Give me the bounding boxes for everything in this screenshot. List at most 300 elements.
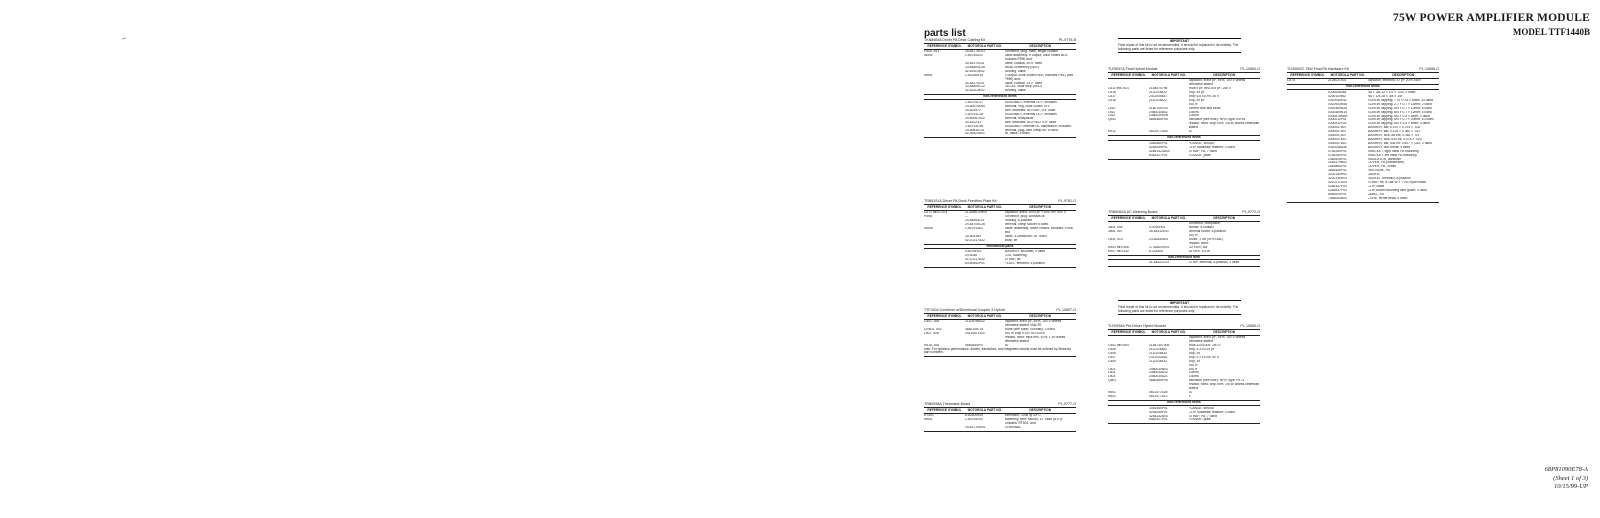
part-number: 4880485P05 [1149, 379, 1168, 383]
description: SCREW, tapping; TT3 × 0.5 × 8mm; 33 used [1367, 98, 1433, 102]
description: resistor, fixed: chip ±5%; 1/8 W unless otherwise stated: [1188, 383, 1260, 391]
kit-name: TRN5298A Thermistor Board [924, 402, 971, 406]
description: connector, plug: consists of: [1004, 215, 1046, 219]
description: SCREW, tapping; M3 × 0.5 × 5mm; 4 used [1367, 122, 1430, 126]
part-number: 0302489N28 [1328, 106, 1347, 110]
description: 3-turns [1188, 110, 1199, 114]
description: .02 ±5%; 3W [1188, 245, 1208, 249]
part-number: 0400007807 [1328, 126, 1347, 130]
part-number: 1-80791363 [965, 226, 983, 230]
description: CLIP, cable [1367, 184, 1385, 188]
description: diode (see note): Schottky; 2 used [1004, 328, 1055, 332]
part-number: 0400007807 [1328, 130, 1347, 134]
part-number: 42841424A04 [1149, 149, 1170, 153]
description: FLANGE, shroud [1188, 406, 1214, 410]
col-part-number: MOTOROLA PART NO. [1330, 72, 1365, 77]
col-reference-symbol: REFERENCE SYMBOL [1111, 329, 1146, 334]
description: FLANGE, plate [1188, 153, 1211, 157]
col-description: DESCRIPTION [1029, 43, 1052, 48]
part-number: 6-82600K05 [965, 414, 983, 418]
description: CORE, ferrite bead; 4 used [1367, 196, 1408, 200]
col-description: DESCRIPTION [1029, 313, 1052, 318]
reference-symbol: L502 [1108, 371, 1116, 375]
part-number: 1-80791C28 [965, 112, 984, 116]
description: BRACKET, left hand PA mounting [1367, 153, 1417, 157]
description: chip; 39 [1188, 359, 1201, 363]
part-number: 0662854P07 [965, 343, 984, 347]
kit-name: TRN5191A Driver PA Deck Feedthru Plate Kit [924, 199, 997, 203]
description: FLANGE, shroud [1188, 141, 1214, 145]
reference-symbol: J506, 507 [1108, 230, 1123, 234]
part-number: 1-80753293 [965, 418, 983, 422]
part-number: 0410056A36 [1328, 145, 1347, 149]
description: CLIP, board mounting wire guide; 4 used [1367, 188, 1427, 192]
description: STRAP, tie [1004, 258, 1021, 262]
part-number: 0-9230H01 [1149, 226, 1166, 230]
reference-symbol: C517 [1108, 94, 1116, 98]
table-row [924, 336, 1076, 344]
description: GASKET [1367, 173, 1381, 177]
kit-name: TTF4404 Combiner w/Directional Coupler 3 Hybrid [924, 308, 1005, 312]
description: coil, rf [1188, 367, 1198, 371]
col-description: DESCRIPTION [1213, 215, 1236, 220]
part-number: 29-5046 [965, 254, 978, 258]
part-number: 1583884P01 [1328, 165, 1347, 169]
kit-code: PL-9772-O [1242, 210, 1260, 214]
part-number: 7584084B04 [1328, 196, 1347, 200]
part-number: 29-80087K02 [965, 116, 985, 120]
description: 3-turns [1188, 114, 1199, 118]
table-end-rule [924, 355, 1076, 357]
part-number: 1583360P01 [1149, 141, 1168, 145]
description: ASSEMBLY, internal DC distribution; includes: [1004, 124, 1072, 128]
part-number: 21847307006 [1149, 344, 1170, 348]
part-number: 1-80793C96 [965, 124, 984, 128]
reference-symbol: Q501 [1108, 379, 1117, 383]
reference-symbol: R501 thru 506 [1108, 245, 1129, 249]
table-row [924, 418, 1076, 426]
reference-symbol: L507, 508 [924, 332, 939, 336]
description: FLANGE, plate [1188, 418, 1211, 422]
part-number: 3202140H02 [1328, 173, 1347, 177]
description: wire, stranded, #10 RED; 9.5" used [1004, 120, 1057, 124]
part-number: 29-82710M31 [965, 426, 986, 430]
description: wire, stranded, #10 BLK; 9.5" used [1004, 109, 1056, 112]
reference-symbol: RT501 [924, 414, 934, 418]
part-number: 2104021901 [1328, 79, 1347, 83]
description: WASHER, flat; 0.470 × 0.375 × .032 [1367, 126, 1421, 130]
section-subheading: non-referenced item [1108, 255, 1260, 261]
description: 50 [1004, 343, 1009, 347]
part-number: --- [965, 215, 969, 219]
description: WASHER, flat; #36 int; 0.507 × .032; 2 used [1367, 141, 1432, 145]
part-number: 30-831233 [965, 120, 981, 124]
description: WASHER, lock; #14 int; 0.478 × .025" [1367, 138, 1423, 141]
description: coil, rf: [1188, 363, 1199, 367]
description: cable assembly: rf output, color coded BLK; includes P590 and: [1004, 54, 1069, 62]
description: WASHER, lock; #8 ext; 0.381 × .03" [1367, 134, 1420, 138]
description: DECAL, color strip (RED) [1004, 85, 1042, 89]
part-number: 2460030A21 [1149, 375, 1168, 379]
reference-symbol: C501 thru 504 [1108, 344, 1129, 348]
col-description: DESCRIPTION [1392, 72, 1415, 77]
description: cable, assembly: driver control; includes: P598, and [1004, 226, 1074, 234]
part-number: 0400007810 [1328, 141, 1347, 145]
reference-symbol: C575 [1287, 79, 1295, 83]
description: COVER, PA (transceiver) [1367, 161, 1405, 165]
parts-table-deck-cabling-kit [924, 39, 1076, 138]
kit-name: TLF6937A Final Hybrid Module [1108, 67, 1158, 71]
kit-code: PL-10665-O [1240, 324, 1260, 328]
table-row [924, 239, 1076, 243]
col-description: DESCRIPTION [1029, 204, 1052, 209]
parts-table-final-pa-hardware-kit [1287, 68, 1439, 203]
table-end-rule [1108, 265, 1260, 267]
page-title: 75W POWER AMPLIFIER MODULE [1393, 12, 1590, 24]
part-number: 42-83113K02 [965, 89, 985, 93]
table-end-rule [924, 136, 1076, 138]
col-reference-symbol: REFERENCE SYMBOL [1111, 215, 1146, 220]
part-number: 0400007807 [1328, 134, 1347, 138]
description: assembly, wire: sensor, 11" used (BTH); includes: RT501, and [1004, 418, 1063, 426]
description: chip; 0.1 ±10%; 50 V [1188, 355, 1219, 359]
description: STRAP, PA; 7 used [1188, 414, 1217, 418]
parts-list-heading: parts list [924, 28, 966, 39]
description: mica 9 pF thru 200 pF; 250 V [1188, 87, 1232, 91]
reference-symbol: C501, 528 [924, 320, 940, 324]
part-number: 4883485P05 [1149, 118, 1168, 122]
part-number: 0300912P02 [1328, 122, 1347, 126]
part-number: 6-104405 [1149, 249, 1163, 253]
part-number: 2111078822 [1149, 91, 1167, 95]
part-number: 2111078832 [1149, 351, 1167, 355]
table-row [1108, 79, 1260, 87]
description: NUT, 3/8-32 × 1/2 × .032; 2 used [1367, 91, 1416, 95]
table-row [924, 89, 1076, 93]
reference-symbol: L501 [1108, 367, 1116, 371]
reference-symbol: W598 [924, 226, 933, 230]
description: TERMINAL [1004, 426, 1022, 430]
part-number: 42-83113K02 [965, 69, 985, 73]
description: capacitor, feedthru: 47 pF 20% 250V [1367, 79, 1422, 83]
description: bushing, cable [1004, 89, 1026, 93]
table-row [1287, 79, 1439, 83]
table-row [1108, 130, 1260, 134]
col-part-number: MOTOROLA PART NO. [967, 313, 1002, 318]
part-number: 0300878M53 [1328, 114, 1348, 118]
table-end-rule [924, 430, 1076, 432]
part-number: 28-84412E01 [1149, 230, 1169, 234]
sheet-number: (Sheet 1 of 3) [1553, 474, 1588, 482]
important-heading: IMPORTANT [1169, 301, 1190, 305]
part-number: 2111078832 [1149, 359, 1167, 363]
part-number: 0200110962 [1328, 95, 1347, 99]
reference-symbol: W591 [924, 73, 933, 77]
stray-mark [122, 37, 126, 39]
reference-symbol: C506 [1108, 348, 1116, 352]
section-subheading: mechanical parts [924, 244, 1076, 250]
important-text: Field repair of this kit is not recommended. It should be replaced in its entirety. The following parts are listed for reference purposes only. [1118, 42, 1239, 51]
kit-name: TKN8405A Driver PA Deck Cabling Kit [924, 38, 985, 42]
part-number: 42-05424A01 [965, 132, 985, 136]
part-number: 2111078861 [1149, 348, 1167, 352]
sheet-info [1450, 466, 1588, 492]
parts-table-dc-metering-board [1108, 211, 1260, 267]
reference-symbol: C516 [1108, 91, 1116, 95]
part-number: 4283059P01 [1149, 145, 1168, 149]
description: decal, coherency (BLK) [1004, 65, 1039, 69]
part-number: 0782280P02 [1328, 153, 1347, 157]
description: capacitor, fixed: pF, ±5%, 100 V unless otherwise stated: chip 39 [1004, 320, 1062, 328]
col-part-number: MOTOROLA PART NO. [1151, 72, 1186, 77]
part-number: 21-828012H03 [965, 211, 987, 215]
part-number: 5482005P01 [1328, 192, 1347, 196]
part-number: 0400007810 [1328, 138, 1347, 141]
description: coil, rf: chip 0.047 uH ±20% [1004, 332, 1045, 336]
description: tie, cable; 4 used [1004, 132, 1030, 136]
reference-symbol: L512 [1108, 114, 1116, 118]
description: HEATSINK, PA [1367, 169, 1390, 173]
parts-table-combiner [924, 309, 1076, 357]
description: cable, coaxial; 13.2" used [1004, 81, 1043, 85]
part-number: 4210217A04 [1328, 180, 1347, 184]
description: BRACKET, right hand PA mounting [1367, 149, 1419, 153]
reference-symbol: W501 [924, 418, 933, 422]
description: housing, 6-position [1004, 219, 1033, 223]
col-reference-symbol: REFERENCE SYMBOL [1111, 72, 1146, 77]
table-row [924, 320, 1076, 328]
description: chip; 39 [1188, 351, 1201, 355]
description: mica 120/1000; 250 V [1188, 344, 1221, 348]
reference-symbol: C509 [1108, 359, 1116, 363]
description: resistor, fixed: thick film, ±2%; 1 W unless otherwise stated: [1004, 335, 1066, 343]
table-row [1108, 383, 1260, 391]
table-note: note: For optimum performance, diodes, transistors, and integrated circuits must be ordered by Motorola part numbers. [924, 346, 1071, 355]
table-row [1108, 122, 1260, 130]
part-number: 33-84805C12 [965, 85, 986, 89]
part-number: 30-831572 [965, 109, 981, 112]
description: LUG, soldering [1004, 254, 1027, 258]
description: ASSEMBLY, external DC+; includes [1004, 101, 1057, 105]
col-description: DESCRIPTION [1213, 72, 1236, 77]
parts-table-feedthru-plate-kit [924, 200, 1076, 268]
reference-symbol: L511 [1108, 110, 1116, 114]
reference-symbol: C518 [1108, 98, 1116, 102]
description: bushing, cable [1004, 69, 1026, 73]
description: thermistor: 100k @ 25°C [1004, 414, 1041, 418]
description: 2k ±5%; 1/4 W [1188, 249, 1210, 253]
description: 3 [1188, 394, 1191, 398]
parts-table-thermistor-board [924, 403, 1076, 432]
description: terminal, crimp socket; 6 used [1004, 223, 1049, 227]
section-subheading: non-referenced items [924, 94, 1076, 100]
part-number: 15-84853L01 [965, 219, 985, 223]
description: WASHER, shoulder; 4 used [1004, 250, 1046, 254]
part-number: 2683406P01 [1328, 169, 1347, 173]
part-number: 2460030A02 [1149, 110, 1168, 114]
part-number: 1-80150E34 [965, 73, 983, 77]
part-number: 4283059P01 [1149, 410, 1168, 414]
reference-symbol: L509, 510 [1108, 237, 1123, 241]
part-number: 2460030B03 [1149, 367, 1168, 371]
col-reference-symbol: REFERENCE SYMBOL [927, 204, 962, 209]
part-number: 0302489N14 [1328, 110, 1347, 114]
part-number: 64-80542P01 [965, 262, 985, 266]
part-number: 0611077A12 [1149, 394, 1168, 398]
description: capacitor, fixed: 1000 pF +100/-0%, 500 V [1004, 211, 1067, 215]
section-subheading: non-referenced items [1287, 84, 1439, 90]
part-number: 2311032A32 [1149, 355, 1168, 359]
description: SCREW, tapping; 2.7 × 0.7 × 13mm; 2 used [1367, 102, 1432, 106]
part-number: 42-10217A32 [965, 258, 985, 262]
kit-code: PL-10664-O [1240, 67, 1260, 71]
part-number: 1583179N02 [1328, 161, 1347, 165]
part-number: 2460030D06 [1149, 114, 1168, 118]
part-number: 42-10217A32 [965, 238, 985, 242]
part-number: 29-84705C26 [965, 223, 986, 227]
part-number: 29-80079E65 [965, 105, 985, 109]
reference-symbol: R507 thru 512 [1108, 249, 1129, 253]
description: STRAP, tie; 8.188 W × 7.25; nylon black [1367, 180, 1427, 184]
description: connector, plug: male, single contact [1004, 50, 1058, 54]
description: terminal, ring, color coded YEL [1004, 105, 1050, 109]
reference-symbol: J504, 505 [1108, 226, 1123, 230]
kit-name: TRN5062A DC Metering Board [1108, 210, 1158, 214]
section-subheading: non-referenced items [1108, 400, 1260, 406]
part-number: 2460030A12 [1149, 371, 1168, 375]
part-number: 0180705Y04 [1149, 106, 1168, 110]
table-end-rule [1287, 201, 1439, 203]
important-notice-2 [1118, 300, 1241, 315]
description: SCREW, tapping; M4 × 0.7 × 12mm; 6 used [1367, 106, 1432, 110]
section-subheading: non-referenced items [1108, 135, 1260, 141]
description: SCREW, tapping; M4 × 0.7 × 12mm; 4 used [1367, 110, 1432, 114]
description: NUT, 1/4-28 × 3/8 × 1/8" [1367, 95, 1403, 99]
col-description: DESCRIPTION [1029, 407, 1052, 412]
part-number: 28-84775C01 [965, 50, 986, 54]
description: strap, tie [1004, 238, 1018, 242]
part-number: 0611077A26 [1149, 391, 1168, 394]
table-row [1108, 336, 1260, 344]
part-number: 2111078822 [1149, 98, 1167, 102]
description: 10 [1188, 130, 1193, 134]
description: SCREW, tapping; M4 × 0.7 × 20mm; 10 used [1367, 118, 1434, 122]
reference-symbol: C507 [1108, 355, 1116, 359]
col-reference-symbol: REFERENCE SYMBOL [927, 407, 962, 412]
reference-symbol: C508 [1108, 351, 1116, 355]
description: transistor (see note): NPN, type TH-71 [1188, 379, 1245, 383]
col-reference-symbol: REFERENCE SYMBOL [1290, 72, 1325, 77]
description: coil, rf: [1188, 234, 1199, 238]
description: PLATE, feedthru; 4-position [1004, 262, 1045, 266]
description: rf output, color coded RED; includes P591 (see P590) and: [1004, 73, 1074, 81]
description: LABEL, PA [1367, 192, 1384, 196]
description: terminal, receptacle [1004, 116, 1034, 120]
reference-symbol: R502 [1108, 394, 1116, 398]
part-number: 0300012P01 [1328, 118, 1347, 122]
model-number: MODEL TTF1440B [1512, 27, 1590, 37]
reference-symbol: R512 [1108, 130, 1116, 134]
part-number: 31-84422C01 [1149, 261, 1170, 265]
table-row [924, 227, 1076, 235]
table-end-rule [924, 266, 1076, 268]
part-number: 1-80754310 [965, 54, 983, 58]
part-number: 3202140H03 [1328, 177, 1347, 181]
description: choke, 1 uH (SPECIAL) [1188, 237, 1224, 241]
description: 10 [1188, 391, 1193, 394]
description: cable, coaxial; 30.5" used [1004, 62, 1043, 66]
part-number: 2311049A17 [1149, 94, 1168, 98]
kit-code: PL-9777-O [1058, 402, 1076, 406]
part-number: 24-82630601 [1149, 237, 1169, 241]
table-row [924, 54, 1076, 62]
description: chip; 39 pF [1188, 91, 1205, 95]
part-number: 1483526P01 [1328, 157, 1347, 161]
important-text: Field repair of this kit is not recommended. It should be replaced in its entirety. The following parts are listed for reference purposes only. [1118, 304, 1239, 313]
description: coil, rf: [1188, 102, 1199, 106]
part-number: 30-84175101 [965, 62, 985, 66]
description: WASHER, non-metal; 9 used [1367, 145, 1411, 149]
part-number: 1583360P01 [1149, 406, 1168, 410]
reference-symbol: R515, 516 [924, 343, 940, 347]
description: transistor (see note): NPN, type 2SF48 [1188, 118, 1246, 122]
description: connector, receptacle: [1188, 222, 1221, 226]
reference-symbol: C571 thru C574 [924, 211, 948, 215]
kit-code: PL-9761-O [1058, 199, 1076, 203]
part-number: 1-80791C27 [965, 101, 984, 105]
part-number: 4284837P03 [1328, 188, 1347, 192]
part-number: 30-804159 [965, 234, 981, 238]
description: COVER, PA, 30mm [1367, 165, 1397, 169]
important-heading: IMPORTANT [1169, 39, 1190, 43]
col-part-number: MOTOROLA PART NO. [967, 407, 1002, 412]
description: chip; 6.8 ±10%; 35 V [1188, 94, 1219, 98]
description: cable, 4-conductor; 16" used [1004, 234, 1047, 238]
part-number: 2184570796 [1149, 87, 1168, 91]
description: WASHER, flat; 0.125 × 0.380 × .027" [1367, 130, 1422, 134]
description: female, 9-contact [1188, 226, 1214, 230]
description: chip; 3.3 ±0.25 pF [1188, 348, 1215, 352]
part-number: 29-80616701 [965, 128, 985, 132]
kit-code: PL-10697-O [1056, 308, 1076, 312]
reference-symbol: W590 [924, 54, 933, 58]
part-number: 0310050E41 [1328, 98, 1347, 102]
reference-symbol: P598 [924, 215, 932, 219]
description: 3-turns [1188, 375, 1199, 379]
reference-symbol: R501 [1108, 391, 1116, 394]
description: 3-turns [1188, 371, 1199, 375]
table-end-rule [1108, 158, 1260, 160]
part-number: 24110674110 [965, 332, 985, 336]
description: capacitor, fixed: pF, ±5%; 100 V unless otherwise stated: [1188, 336, 1246, 344]
part-number: 6482327P01 [1149, 418, 1168, 422]
col-reference-symbol: REFERENCE SYMBOL [927, 313, 962, 318]
description: capacitor, fixed: pF, ±5%, 100 V unless otherwise stated: [1188, 79, 1246, 87]
reference-symbol: P506, 591 [924, 50, 940, 54]
col-part-number: MOTOROLA PART NO. [1151, 215, 1186, 220]
part-number: 30-84175101 [965, 81, 985, 85]
col-part-number: MOTOROLA PART NO. [967, 43, 1002, 48]
reference-symbol: CR501, 502 [924, 328, 942, 332]
description: STRAP, PA; 7 used [1188, 149, 1217, 153]
part-number: 17-82622R04 [1149, 245, 1170, 249]
description: terminal, plug, wire crimp-on; 5 used [1004, 128, 1058, 132]
col-part-number: MOTOROLA PART NO. [967, 204, 1002, 209]
part-number: 4882106731 [965, 328, 984, 332]
parts-table-final-hybrid-module [1108, 68, 1260, 160]
part-number: 21116796032 [965, 320, 985, 324]
description: formed wire and bead [1188, 106, 1221, 110]
